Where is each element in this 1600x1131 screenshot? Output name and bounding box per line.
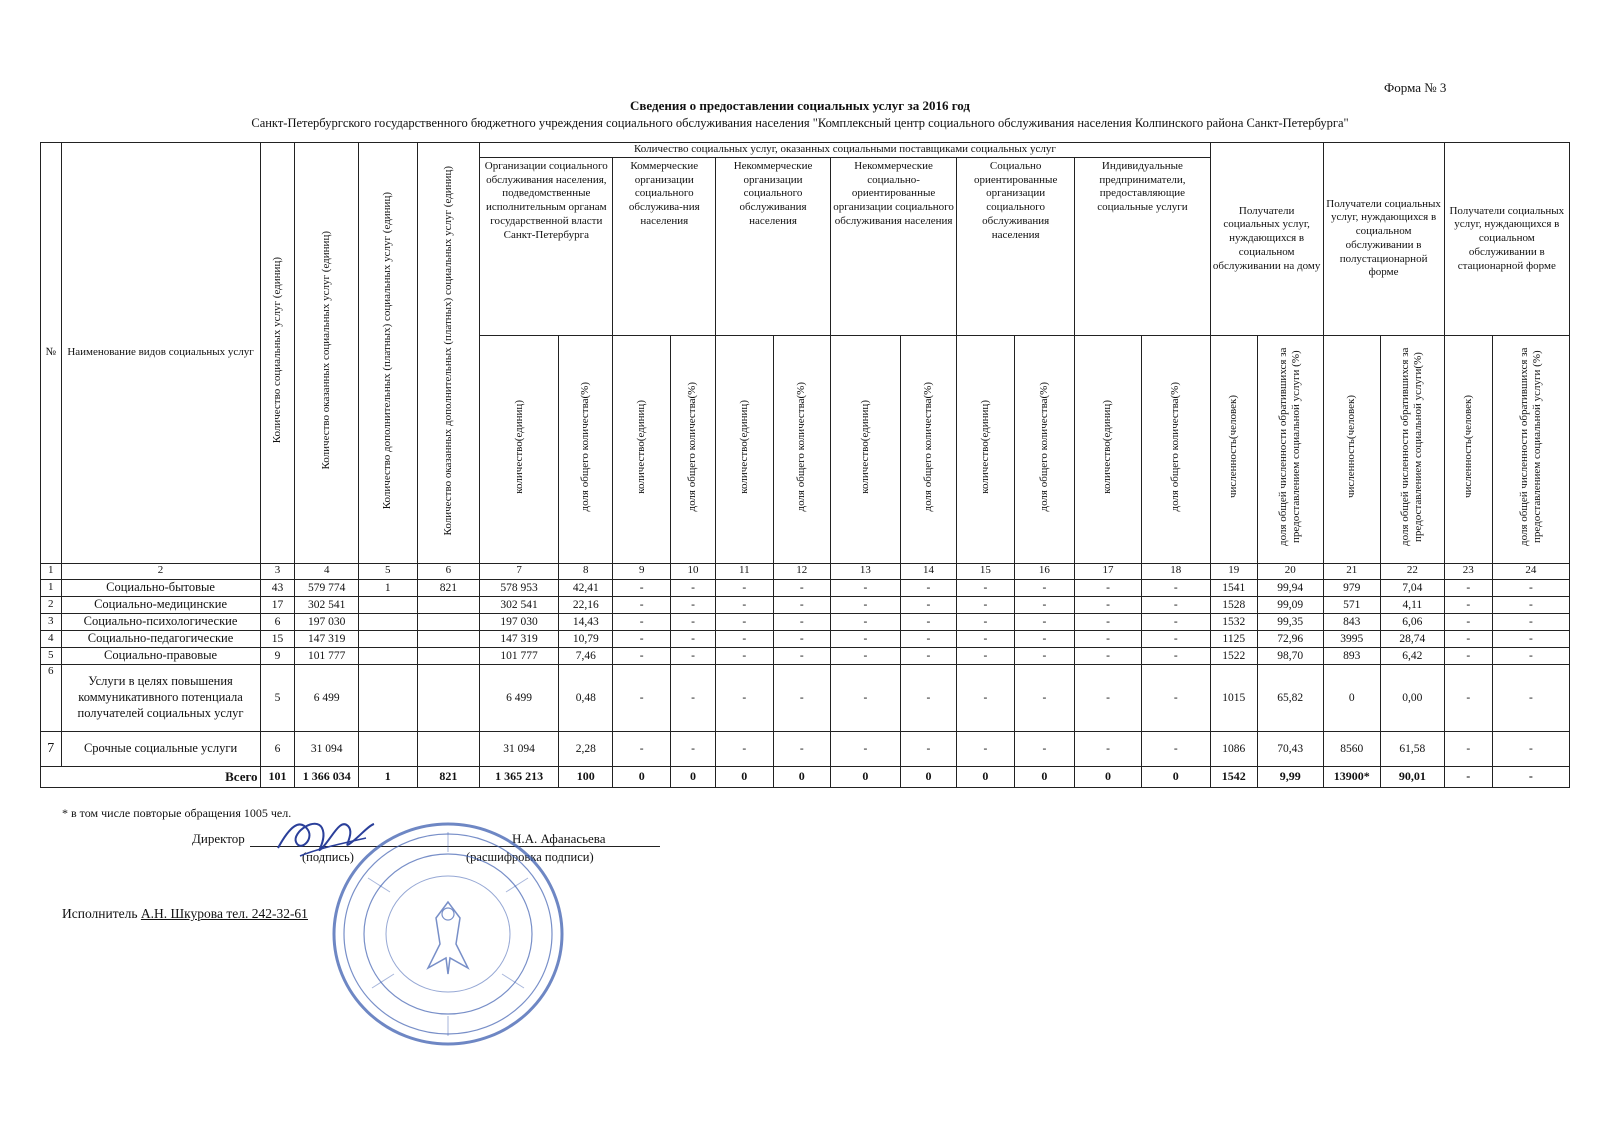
- row-cell-c4: 147 319: [295, 630, 359, 647]
- signature-decode-caption: (расшифровка подписи): [466, 850, 594, 864]
- row-service-name: Социально-психологические: [61, 613, 260, 630]
- row-cell-c21: 893: [1323, 647, 1380, 664]
- row-cell-c14: -: [900, 630, 956, 647]
- row-service-name: Социально-правовые: [61, 647, 260, 664]
- sub-qty-11-text: количество(единиц): [737, 400, 750, 494]
- row-cell-c23: -: [1444, 630, 1492, 647]
- document-title: Сведения о предоставлении социальных услуг за 2016 год: [630, 98, 970, 113]
- column-number-cell: 12: [773, 563, 830, 579]
- row-cell-c18: -: [1141, 630, 1210, 647]
- header-group-socially-oriented: Социально ориентированные организации социального обслуживания населения: [957, 157, 1075, 335]
- row-cell-c5: [359, 731, 417, 766]
- row-cell-c16: -: [1014, 579, 1075, 596]
- column-number-cell: 23: [1444, 563, 1492, 579]
- sub-people-19-text: численность(человек): [1227, 395, 1240, 499]
- total-cell-c4: 1 366 034: [295, 766, 359, 787]
- row-cell-c23: -: [1444, 664, 1492, 731]
- total-cell-c14: 0: [900, 766, 956, 787]
- row-cell-c13: -: [830, 596, 900, 613]
- total-cell-c6: 821: [417, 766, 480, 787]
- header-c6: [417, 143, 480, 564]
- total-cell-c5: 1: [359, 766, 417, 787]
- executor: [62, 906, 308, 922]
- row-cell-c21: 3995: [1323, 630, 1380, 647]
- row-cell-c3: 43: [260, 579, 295, 596]
- executor-value: А.Н. Шкурова тел. 242-32-61: [140, 906, 308, 921]
- row-cell-c16: -: [1014, 731, 1075, 766]
- row-cell-c20: 99,94: [1257, 579, 1323, 596]
- row-cell-c4: 579 774: [295, 579, 359, 596]
- row-cell-c5: [359, 664, 417, 731]
- row-cell-c21: 979: [1323, 579, 1380, 596]
- header-c4: [295, 143, 359, 564]
- sub-qty-15: [957, 335, 1014, 563]
- row-cell-c4: 101 777: [295, 647, 359, 664]
- sub-qty-9-text: количество(единиц): [635, 400, 648, 494]
- header-group-semi: Получатели социальных услуг, нуждающихся в социальном обслуживании в полустационарной форме: [1323, 143, 1444, 336]
- row-cell-c19: 1086: [1210, 731, 1257, 766]
- column-number-cell: 6: [417, 563, 480, 579]
- sub-share-18: [1141, 335, 1210, 563]
- header-c5-text: Количество дополнительных (платных) социальных услуг (единиц): [381, 191, 394, 510]
- row-cell-c20: 99,35: [1257, 613, 1323, 630]
- header-c6-text: Количество оказанных дополнительных (платных) социальных услуг (единиц): [441, 165, 454, 536]
- row-cell-c6: [417, 630, 480, 647]
- header-row-1: [41, 143, 1570, 158]
- row-cell-c11: -: [716, 664, 773, 731]
- row-cell-c4: 302 541: [295, 596, 359, 613]
- total-cell-c10: 0: [670, 766, 715, 787]
- column-number-cell: 1: [41, 563, 62, 579]
- sub-share-14-text: доля общего количества(%): [921, 382, 934, 512]
- signature-name: Н.А. Афанасьева: [512, 831, 606, 846]
- header-group-home: Получатели социальных услуг, нуждающихся в социальном обслуживании на дому: [1210, 143, 1323, 336]
- sub-people-share-24-text: доля общей численности обратившихся за предоставлением социальной услуги (%): [1517, 347, 1543, 547]
- row-cell-c9: -: [613, 630, 670, 647]
- row-cell-c14: -: [900, 731, 956, 766]
- row-cell-c8: 2,28: [559, 731, 613, 766]
- row-service-name: Услуги в целях повышения коммуникативного потенциала получателей социальных услуг: [61, 664, 260, 731]
- row-cell-c15: -: [957, 731, 1014, 766]
- row-cell-c8: 0,48: [559, 664, 613, 731]
- row-cell-c16: -: [1014, 613, 1075, 630]
- row-cell-c12: -: [773, 579, 830, 596]
- official-stamp-icon: [328, 818, 568, 1050]
- row-cell-c23: -: [1444, 613, 1492, 630]
- row-cell-c12: -: [773, 731, 830, 766]
- sub-qty-17-text: количество(единиц): [1101, 400, 1114, 494]
- header-c5: [359, 143, 417, 564]
- sub-people-23: [1444, 335, 1492, 563]
- row-cell-c16: -: [1014, 596, 1075, 613]
- row-cell-c12: -: [773, 613, 830, 630]
- row-cell-c8: 42,41: [559, 579, 613, 596]
- row-cell-c24: -: [1492, 664, 1569, 731]
- sub-share-12: [773, 335, 830, 563]
- row-cell-c3: 6: [260, 613, 295, 630]
- row-cell-c24: -: [1492, 579, 1569, 596]
- row-cell-c19: 1125: [1210, 630, 1257, 647]
- total-cell-c18: 0: [1141, 766, 1210, 787]
- column-number-cell: 2: [61, 563, 260, 579]
- sub-people-19: [1210, 335, 1257, 563]
- row-cell-c14: -: [900, 647, 956, 664]
- column-number-cell: 5: [359, 563, 417, 579]
- document-subtitle: Санкт-Петербургского государственного бюджетного учреждения социального обслуживания населения "Комплексный центр социального обслуживания населения Колпинского района Санкт-Петербурга": [251, 116, 1349, 130]
- sub-people-share-22: [1381, 335, 1445, 563]
- column-number-row-group: [41, 563, 1570, 579]
- row-cell-c14: -: [900, 596, 956, 613]
- row-cell-c22: 28,74: [1381, 630, 1445, 647]
- footnote: * в том числе повторые обращения 1005 чел.: [62, 806, 292, 820]
- row-service-name: Социально-педагогические: [61, 630, 260, 647]
- row-cell-c3: 15: [260, 630, 295, 647]
- row-cell-c15: -: [957, 596, 1014, 613]
- row-cell-c24: -: [1492, 647, 1569, 664]
- header-group-commercial: Коммерческие организации социального обслужива-ния населения: [613, 157, 716, 335]
- row-cell-c24: -: [1492, 596, 1569, 613]
- row-cell-c22: 0,00: [1381, 664, 1445, 731]
- row-cell-c7: 31 094: [480, 731, 559, 766]
- row-number: 2: [41, 596, 62, 613]
- row-cell-c11: -: [716, 613, 773, 630]
- row-cell-c10: -: [670, 630, 715, 647]
- row-cell-c11: -: [716, 579, 773, 596]
- sub-share-10: [670, 335, 715, 563]
- header-group-noncommercial: Некоммерческие организации социального обслуживания населения: [716, 157, 831, 335]
- row-cell-c23: -: [1444, 647, 1492, 664]
- sub-share-16: [1014, 335, 1075, 563]
- row-cell-c5: [359, 596, 417, 613]
- sub-qty-9: [613, 335, 670, 563]
- row-cell-c6: [417, 647, 480, 664]
- header-no: №: [41, 143, 62, 564]
- total-cell-c8: 100: [559, 766, 613, 787]
- row-cell-c21: 8560: [1323, 731, 1380, 766]
- row-cell-c9: -: [613, 731, 670, 766]
- column-number-cell: 17: [1075, 563, 1142, 579]
- total-cell-c13: 0: [830, 766, 900, 787]
- row-cell-c8: 10,79: [559, 630, 613, 647]
- row-number: 7: [41, 731, 62, 766]
- row-cell-c4: 197 030: [295, 613, 359, 630]
- row-cell-c20: 65,82: [1257, 664, 1323, 731]
- total-cell-c22: 90,01: [1381, 766, 1445, 787]
- header-group-stationary: Получатели социальных услуг, нуждающихся в социальном обслуживании в стационарной форме: [1444, 143, 1569, 336]
- column-number-cell: 9: [613, 563, 670, 579]
- total-cell-c21: 13900*: [1323, 766, 1380, 787]
- row-cell-c13: -: [830, 579, 900, 596]
- sub-people-21: [1323, 335, 1380, 563]
- table-row: [41, 596, 1570, 613]
- row-cell-c20: 98,70: [1257, 647, 1323, 664]
- row-cell-c18: -: [1141, 664, 1210, 731]
- row-cell-c3: 5: [260, 664, 295, 731]
- row-cell-c16: -: [1014, 647, 1075, 664]
- sub-people-share-20-text: доля общей численности обратившихся за предоставлением социальной услуги (%): [1277, 347, 1303, 547]
- row-cell-c7: 6 499: [480, 664, 559, 731]
- total-cell-c16: 0: [1014, 766, 1075, 787]
- row-cell-c22: 6,06: [1381, 613, 1445, 630]
- row-cell-c20: 72,96: [1257, 630, 1323, 647]
- row-cell-c13: -: [830, 647, 900, 664]
- sub-qty-17: [1075, 335, 1142, 563]
- row-cell-c18: -: [1141, 731, 1210, 766]
- row-cell-c12: -: [773, 596, 830, 613]
- row-number: 1: [41, 579, 62, 596]
- table-row: [41, 664, 1570, 731]
- row-service-name: Социально-бытовые: [61, 579, 260, 596]
- row-cell-c22: 6,42: [1381, 647, 1445, 664]
- header-c4-text: Количество оказанных социальных услуг (единиц): [320, 231, 333, 470]
- total-cell-c11: 0: [716, 766, 773, 787]
- row-cell-c13: -: [830, 731, 900, 766]
- row-cell-c15: -: [957, 579, 1014, 596]
- total-cell-c20: 9,99: [1257, 766, 1323, 787]
- total-cell-c23: -: [1444, 766, 1492, 787]
- column-number-cell: 20: [1257, 563, 1323, 579]
- column-number-cell: 3: [260, 563, 295, 579]
- row-cell-c11: -: [716, 731, 773, 766]
- header-c3: [260, 143, 295, 564]
- row-cell-c18: -: [1141, 613, 1210, 630]
- sub-qty-11: [716, 335, 773, 563]
- row-cell-c6: [417, 664, 480, 731]
- row-cell-c12: -: [773, 647, 830, 664]
- column-number-cell: 19: [1210, 563, 1257, 579]
- column-number-cell: 7: [480, 563, 559, 579]
- row-cell-c7: 302 541: [480, 596, 559, 613]
- row-cell-c15: -: [957, 630, 1014, 647]
- total-cell-c15: 0: [957, 766, 1014, 787]
- row-cell-c19: 1528: [1210, 596, 1257, 613]
- row-cell-c18: -: [1141, 579, 1210, 596]
- sub-qty-13-text: количество(единиц): [858, 400, 871, 494]
- row-cell-c17: -: [1075, 731, 1142, 766]
- row-cell-c12: -: [773, 664, 830, 731]
- sub-qty-15-text: количество(единиц): [978, 400, 991, 494]
- row-cell-c8: 14,43: [559, 613, 613, 630]
- row-cell-c3: 17: [260, 596, 295, 613]
- row-cell-c9: -: [613, 647, 670, 664]
- row-cell-c24: -: [1492, 613, 1569, 630]
- sub-qty-7: [480, 335, 559, 563]
- row-cell-c17: -: [1075, 579, 1142, 596]
- column-number-cell: 4: [295, 563, 359, 579]
- row-cell-c6: [417, 613, 480, 630]
- row-cell-c23: -: [1444, 579, 1492, 596]
- row-cell-c13: -: [830, 630, 900, 647]
- row-cell-c5: [359, 613, 417, 630]
- row-cell-c10: -: [670, 579, 715, 596]
- row-cell-c13: -: [830, 664, 900, 731]
- row-cell-c22: 4,11: [1381, 596, 1445, 613]
- total-cell-c9: 0: [613, 766, 670, 787]
- row-cell-c14: -: [900, 613, 956, 630]
- row-cell-c10: -: [670, 731, 715, 766]
- row-cell-c4: 31 094: [295, 731, 359, 766]
- row-service-name: Социально-медицинские: [61, 596, 260, 613]
- total-row-group: [41, 766, 1570, 787]
- sub-people-share-20: [1257, 335, 1323, 563]
- row-cell-c23: -: [1444, 596, 1492, 613]
- row-cell-c6: [417, 731, 480, 766]
- row-cell-c4: 6 499: [295, 664, 359, 731]
- total-cell-c24: -: [1492, 766, 1569, 787]
- row-cell-c17: -: [1075, 596, 1142, 613]
- row-cell-c15: -: [957, 664, 1014, 731]
- row-cell-c8: 7,46: [559, 647, 613, 664]
- row-cell-c21: 571: [1323, 596, 1380, 613]
- row-cell-c10: -: [670, 647, 715, 664]
- table-row: [41, 579, 1570, 596]
- row-cell-c24: -: [1492, 630, 1569, 647]
- row-cell-c6: 821: [417, 579, 480, 596]
- total-row: [41, 766, 1570, 787]
- sub-people-share-22-text: доля общей численности обратившихся за предоставлением социальной услуги(%): [1399, 347, 1425, 547]
- row-number: 4: [41, 630, 62, 647]
- column-number-cell: 21: [1323, 563, 1380, 579]
- column-number-cell: 15: [957, 563, 1014, 579]
- header-name: Наименование видов социальных услуг: [61, 143, 260, 564]
- column-number-cell: 22: [1381, 563, 1445, 579]
- table-row: [41, 731, 1570, 766]
- row-cell-c20: 70,43: [1257, 731, 1323, 766]
- total-cell-c3: 101: [260, 766, 295, 787]
- column-number-row: [41, 563, 1570, 579]
- total-cell-c17: 0: [1075, 766, 1142, 787]
- data-rows-group: [41, 579, 1570, 766]
- sub-share-12-text: доля общего количества(%): [795, 382, 808, 512]
- column-number-cell: 24: [1492, 563, 1569, 579]
- row-number: 6: [41, 664, 62, 731]
- row-cell-c18: -: [1141, 647, 1210, 664]
- row-cell-c15: -: [957, 613, 1014, 630]
- row-cell-c17: -: [1075, 664, 1142, 731]
- row-cell-c11: -: [716, 647, 773, 664]
- row-cell-c13: -: [830, 613, 900, 630]
- row-cell-c5: [359, 630, 417, 647]
- row-cell-c6: [417, 596, 480, 613]
- form-number: Форма № 3: [1384, 80, 1447, 95]
- row-cell-c22: 61,58: [1381, 731, 1445, 766]
- row-number: 3: [41, 613, 62, 630]
- total-label: Всего: [41, 766, 261, 787]
- sub-share-10-text: доля общего количества(%): [686, 382, 699, 512]
- table-row: [41, 630, 1570, 647]
- sub-qty-13: [830, 335, 900, 563]
- row-cell-c3: 6: [260, 731, 295, 766]
- total-cell-c7: 1 365 213: [480, 766, 559, 787]
- table-row: [41, 647, 1570, 664]
- sub-share-14: [900, 335, 956, 563]
- row-cell-c5: [359, 647, 417, 664]
- row-cell-c17: -: [1075, 647, 1142, 664]
- sub-people-share-24: [1492, 335, 1569, 563]
- row-cell-c7: 147 319: [480, 630, 559, 647]
- row-cell-c18: -: [1141, 596, 1210, 613]
- sub-share-16-text: доля общего количества(%): [1037, 382, 1050, 512]
- row-cell-c8: 22,16: [559, 596, 613, 613]
- row-cell-c21: 0: [1323, 664, 1380, 731]
- row-cell-c9: -: [613, 596, 670, 613]
- sub-people-23-text: численность(человек): [1461, 395, 1474, 499]
- row-cell-c24: -: [1492, 731, 1569, 766]
- row-cell-c9: -: [613, 664, 670, 731]
- column-number-cell: 16: [1014, 563, 1075, 579]
- row-cell-c9: -: [613, 579, 670, 596]
- row-cell-c7: 578 953: [480, 579, 559, 596]
- row-cell-c10: -: [670, 664, 715, 731]
- row-cell-c17: -: [1075, 630, 1142, 647]
- row-cell-c15: -: [957, 647, 1014, 664]
- total-cell-c19: 1542: [1210, 766, 1257, 787]
- column-number-cell: 14: [900, 563, 956, 579]
- header-group-individual: Индивидуальные предприниматели, предоставляющие социальные услуги: [1075, 157, 1211, 335]
- sub-share-18-text: доля общего количества(%): [1169, 382, 1182, 512]
- row-cell-c7: 197 030: [480, 613, 559, 630]
- total-cell-c12: 0: [773, 766, 830, 787]
- column-number-cell: 8: [559, 563, 613, 579]
- row-cell-c19: 1541: [1210, 579, 1257, 596]
- row-cell-c16: -: [1014, 664, 1075, 731]
- sub-people-21-text: численность(человек): [1345, 395, 1358, 499]
- row-cell-c23: -: [1444, 731, 1492, 766]
- sub-qty-7-text: количество(единиц): [512, 400, 525, 494]
- row-service-name: Срочные социальные услуги: [61, 731, 260, 766]
- row-cell-c16: -: [1014, 630, 1075, 647]
- row-cell-c14: -: [900, 579, 956, 596]
- services-table: [40, 142, 1570, 788]
- table-row: [41, 613, 1570, 630]
- row-cell-c11: -: [716, 630, 773, 647]
- row-cell-c3: 9: [260, 647, 295, 664]
- sub-share-8: [559, 335, 613, 563]
- header-providers-group: Количество социальных услуг, оказанных социальными поставщиками социальных услуг: [480, 143, 1211, 158]
- row-cell-c21: 843: [1323, 613, 1380, 630]
- header-group-noncomm-oriented: Некоммерческие социально-ориентированные организации социального обслуживания населения: [830, 157, 956, 335]
- signature-caption: (подпись): [302, 850, 354, 864]
- row-cell-c10: -: [670, 613, 715, 630]
- row-cell-c10: -: [670, 596, 715, 613]
- row-cell-c20: 99,09: [1257, 596, 1323, 613]
- row-cell-c19: 1522: [1210, 647, 1257, 664]
- header-c3-text: Количество социальных услуг (единиц): [270, 257, 283, 444]
- column-number-cell: 18: [1141, 563, 1210, 579]
- row-cell-c5: 1: [359, 579, 417, 596]
- header-group-state: Организации социального обслуживания населения, подведомственные исполнительным органам государственной власти Санкт-Петербурга: [480, 157, 613, 335]
- column-number-cell: 11: [716, 563, 773, 579]
- signature-role: Директор: [192, 831, 245, 846]
- row-cell-c17: -: [1075, 613, 1142, 630]
- sub-share-8-text: доля общего количества(%): [579, 382, 592, 512]
- row-cell-c14: -: [900, 664, 956, 731]
- row-number: 5: [41, 647, 62, 664]
- row-cell-c11: -: [716, 596, 773, 613]
- row-cell-c22: 7,04: [1381, 579, 1445, 596]
- column-number-cell: 10: [670, 563, 715, 579]
- row-cell-c9: -: [613, 613, 670, 630]
- row-cell-c12: -: [773, 630, 830, 647]
- executor-label: Исполнитель: [62, 906, 138, 921]
- row-cell-c19: 1015: [1210, 664, 1257, 731]
- column-number-cell: 13: [830, 563, 900, 579]
- row-cell-c19: 1532: [1210, 613, 1257, 630]
- row-cell-c7: 101 777: [480, 647, 559, 664]
